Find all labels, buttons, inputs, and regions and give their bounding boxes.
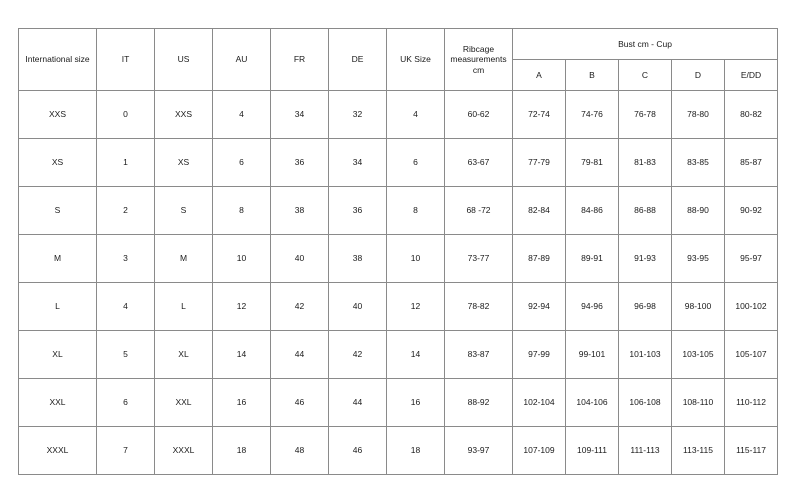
- header-cup-e: E/DD: [725, 60, 778, 91]
- cell-de: 36: [329, 187, 387, 235]
- header-cup-a: A: [513, 60, 566, 91]
- cell-uk: 4: [387, 91, 445, 139]
- size-chart-table: [18, 28, 778, 475]
- cell-us: XL: [155, 331, 213, 379]
- cell-it: 1: [97, 139, 155, 187]
- cell-fr: 46: [271, 379, 329, 427]
- cell-cup-b: 74-76: [566, 91, 619, 139]
- cell-cup-b: 99-101: [566, 331, 619, 379]
- cell-cup-c: 86-88: [619, 187, 672, 235]
- table-row: [19, 331, 778, 379]
- header-bust-group: Bust cm - Cup: [513, 29, 778, 60]
- header-de: DE: [329, 29, 387, 91]
- cell-uk: 18: [387, 427, 445, 475]
- cell-cup-c: 106-108: [619, 379, 672, 427]
- cell-de: 38: [329, 235, 387, 283]
- header-cup-c: C: [619, 60, 672, 91]
- cell-it: 0: [97, 91, 155, 139]
- cell-cup-a: 82-84: [513, 187, 566, 235]
- cell-cup-c: 96-98: [619, 283, 672, 331]
- cell-fr: 38: [271, 187, 329, 235]
- cell-cup-d: 83-85: [672, 139, 725, 187]
- header-fr: FR: [271, 29, 329, 91]
- cell-international-size: XS: [19, 139, 97, 187]
- cell-ribcage: 78-82: [445, 283, 513, 331]
- table-row: [19, 379, 778, 427]
- cell-ribcage: 88-92: [445, 379, 513, 427]
- header-row-top: [19, 29, 778, 60]
- cell-ribcage: 60-62: [445, 91, 513, 139]
- cell-cup-d: 108-110: [672, 379, 725, 427]
- table-row: [19, 91, 778, 139]
- cell-us: M: [155, 235, 213, 283]
- cell-cup-d: 88-90: [672, 187, 725, 235]
- cell-us: XXXL: [155, 427, 213, 475]
- header-us: US: [155, 29, 213, 91]
- cell-it: 2: [97, 187, 155, 235]
- cell-cup-b: 84-86: [566, 187, 619, 235]
- cell-fr: 44: [271, 331, 329, 379]
- header-international-size: International size: [19, 29, 97, 91]
- cell-us: XS: [155, 139, 213, 187]
- header-au: AU: [213, 29, 271, 91]
- cell-cup-a: 97-99: [513, 331, 566, 379]
- cell-cup-e: 90-92: [725, 187, 778, 235]
- header-ribcage-measurements: Ribcage measurements cm: [445, 29, 513, 91]
- cell-cup-b: 109-111: [566, 427, 619, 475]
- cell-uk: 16: [387, 379, 445, 427]
- cell-ribcage: 73-77: [445, 235, 513, 283]
- header-it: IT: [97, 29, 155, 91]
- cell-uk: 10: [387, 235, 445, 283]
- cell-international-size: S: [19, 187, 97, 235]
- cell-uk: 6: [387, 139, 445, 187]
- cell-cup-a: 92-94: [513, 283, 566, 331]
- cell-cup-e: 80-82: [725, 91, 778, 139]
- cell-it: 3: [97, 235, 155, 283]
- cell-au: 4: [213, 91, 271, 139]
- cell-de: 46: [329, 427, 387, 475]
- header-cup-d: D: [672, 60, 725, 91]
- cell-de: 32: [329, 91, 387, 139]
- cell-us: L: [155, 283, 213, 331]
- cell-international-size: XXL: [19, 379, 97, 427]
- cell-international-size: M: [19, 235, 97, 283]
- cell-it: 5: [97, 331, 155, 379]
- cell-cup-b: 79-81: [566, 139, 619, 187]
- cell-au: 8: [213, 187, 271, 235]
- cell-cup-c: 91-93: [619, 235, 672, 283]
- cell-cup-e: 85-87: [725, 139, 778, 187]
- cell-de: 34: [329, 139, 387, 187]
- table-row: [19, 283, 778, 331]
- cell-fr: 40: [271, 235, 329, 283]
- cell-cup-e: 95-97: [725, 235, 778, 283]
- cell-us: XXS: [155, 91, 213, 139]
- cell-it: 4: [97, 283, 155, 331]
- cell-cup-e: 105-107: [725, 331, 778, 379]
- cell-fr: 48: [271, 427, 329, 475]
- cell-ribcage: 63-67: [445, 139, 513, 187]
- cell-cup-c: 111-113: [619, 427, 672, 475]
- cell-au: 14: [213, 331, 271, 379]
- cell-ribcage: 83-87: [445, 331, 513, 379]
- cell-au: 12: [213, 283, 271, 331]
- cell-cup-d: 78-80: [672, 91, 725, 139]
- cell-it: 7: [97, 427, 155, 475]
- table-header: [19, 29, 778, 91]
- cell-fr: 42: [271, 283, 329, 331]
- cell-cup-a: 102-104: [513, 379, 566, 427]
- cell-international-size: XL: [19, 331, 97, 379]
- cell-de: 40: [329, 283, 387, 331]
- table-body: [19, 91, 778, 475]
- cell-cup-a: 77-79: [513, 139, 566, 187]
- cell-us: S: [155, 187, 213, 235]
- header-uk-size: UK Size: [387, 29, 445, 91]
- cell-de: 42: [329, 331, 387, 379]
- cell-cup-d: 103-105: [672, 331, 725, 379]
- cell-au: 6: [213, 139, 271, 187]
- cell-cup-e: 110-112: [725, 379, 778, 427]
- table-row: [19, 187, 778, 235]
- cell-cup-a: 87-89: [513, 235, 566, 283]
- cell-cup-d: 98-100: [672, 283, 725, 331]
- table-row: [19, 235, 778, 283]
- cell-international-size: L: [19, 283, 97, 331]
- cell-au: 10: [213, 235, 271, 283]
- cell-uk: 14: [387, 331, 445, 379]
- cell-us: XXL: [155, 379, 213, 427]
- cell-fr: 34: [271, 91, 329, 139]
- cell-cup-d: 113-115: [672, 427, 725, 475]
- cell-cup-b: 89-91: [566, 235, 619, 283]
- table-row: [19, 427, 778, 475]
- cell-it: 6: [97, 379, 155, 427]
- cell-cup-b: 94-96: [566, 283, 619, 331]
- cell-fr: 36: [271, 139, 329, 187]
- cell-ribcage: 68 -72: [445, 187, 513, 235]
- cell-cup-a: 107-109: [513, 427, 566, 475]
- header-cup-b: B: [566, 60, 619, 91]
- cell-cup-e: 115-117: [725, 427, 778, 475]
- cell-de: 44: [329, 379, 387, 427]
- cell-cup-e: 100-102: [725, 283, 778, 331]
- cell-cup-c: 76-78: [619, 91, 672, 139]
- cell-ribcage: 93-97: [445, 427, 513, 475]
- cell-au: 18: [213, 427, 271, 475]
- cell-cup-c: 101-103: [619, 331, 672, 379]
- cell-uk: 12: [387, 283, 445, 331]
- cell-cup-d: 93-95: [672, 235, 725, 283]
- cell-international-size: XXS: [19, 91, 97, 139]
- cell-cup-c: 81-83: [619, 139, 672, 187]
- cell-international-size: XXXL: [19, 427, 97, 475]
- cell-cup-b: 104-106: [566, 379, 619, 427]
- cell-cup-a: 72-74: [513, 91, 566, 139]
- cell-au: 16: [213, 379, 271, 427]
- table-row: [19, 139, 778, 187]
- cell-uk: 8: [387, 187, 445, 235]
